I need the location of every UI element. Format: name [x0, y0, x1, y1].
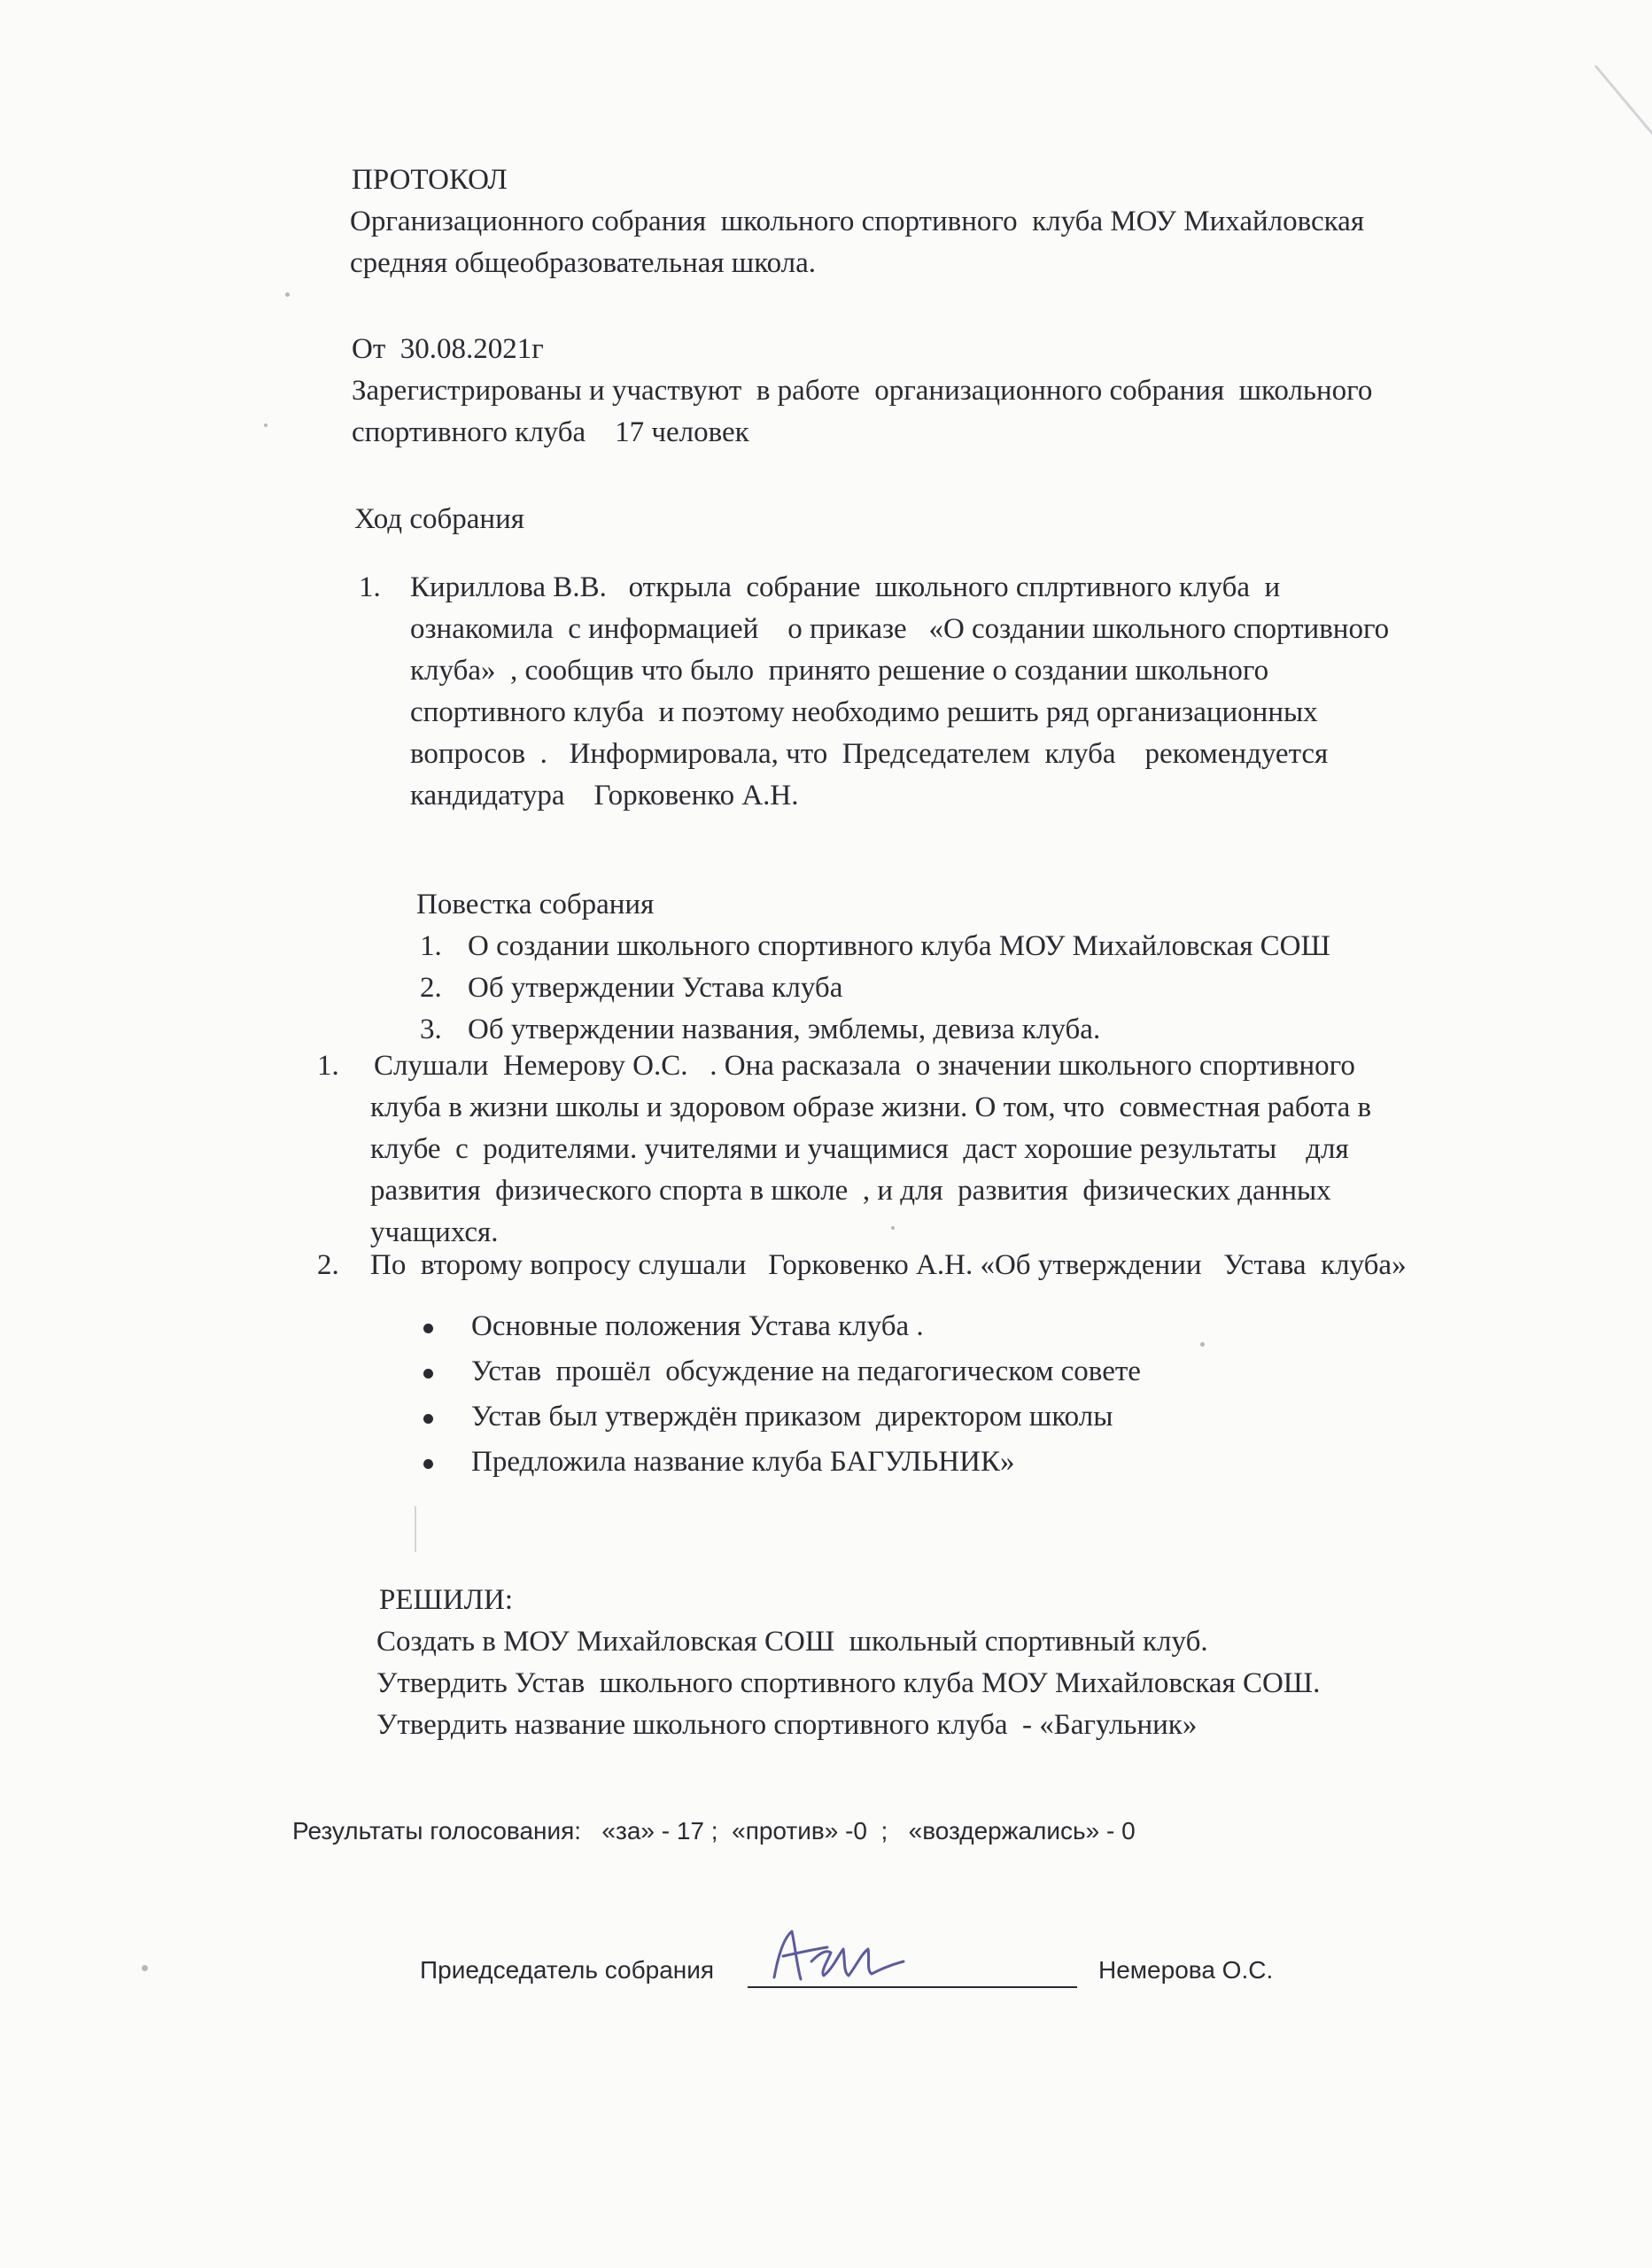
list-number: 2.: [420, 972, 442, 1004]
list-number: 1.: [359, 571, 381, 603]
agenda-item-text: О создании школьного спортивного клуба МОУ Михайловская СОШ: [468, 930, 1330, 962]
heard-line: учащихся.: [370, 1216, 499, 1248]
agenda-item: [416, 967, 843, 1009]
agenda: [416, 884, 1330, 1051]
list-number: 1.: [420, 930, 442, 962]
scan-fold-mark: [415, 1506, 416, 1552]
protocol-header: [352, 159, 1364, 284]
list-number: 3.: [420, 1014, 442, 1045]
heard-item-text: [370, 1245, 1407, 1286]
scan-speck: [142, 1965, 148, 1971]
intro-line: вопросов . Информировала, что Председателем клуба рекомендуется: [410, 738, 1329, 770]
handwritten-signature: [756, 1922, 916, 1993]
vote-results-text: Результаты голосования: «за» - 17 ; «против» -0 ; «воздержались» - 0: [292, 1817, 1136, 1845]
decision-line: Утвердить название школьного спортивного клуба - «Багульник»: [376, 1709, 1198, 1741]
intro-line: клуба» , сообщив что было принято решение о создании школьного: [410, 655, 1269, 687]
protocol-title: ПРОТОКОЛ: [352, 164, 508, 196]
heard-line: клубе с родителями. учителями и учащимися даст хорошие результаты для: [370, 1133, 1349, 1165]
decision-line: Создать в МОУ Михайловская СОШ школьный спортивный клуб.: [376, 1626, 1208, 1658]
scan-speck: [1200, 1342, 1205, 1347]
meeting-date: От 30.08.2021г: [352, 333, 544, 365]
bullet-marker: [423, 1324, 433, 1333]
list-number: 1.: [317, 1050, 339, 1082]
intro-line: кандидатура Горковенко А.Н.: [410, 780, 799, 812]
signature-name: Немерова О.С.: [1098, 1956, 1274, 1984]
signature-role: Приедседатель собрания: [420, 1956, 715, 1984]
heard-line: развития физического спорта в школе , и для развития физических данных: [370, 1175, 1331, 1207]
progress-heading: [354, 499, 524, 540]
decision-heading: РЕШИЛИ:: [379, 1584, 514, 1616]
scan-speck: [285, 292, 290, 297]
meeting-info: [352, 329, 1372, 454]
decision: [376, 1580, 1320, 1746]
agenda-heading: Повестка собрания: [416, 889, 655, 920]
scan-speck: [264, 423, 268, 427]
agenda-item-text: Об утверждении названия, эмблемы, девиза клуба.: [468, 1014, 1101, 1045]
intro-line: Кириллова В.В. открыла собрание школьного сплртивного клуба и: [410, 571, 1281, 603]
scan-edge-mark: [1594, 65, 1652, 148]
agenda-item: [416, 926, 1330, 967]
bullet-text: Основные положения Устава клуба .: [471, 1310, 924, 1342]
decision-line: Утвердить Устав школьного спортивного клуба МОУ Михайловская СОШ.: [376, 1667, 1321, 1699]
attendance-line: Зарегистрированы и участвуют в работе организационного собрания школьного: [352, 375, 1373, 407]
heard-line: Слушали Немерову О.С. . Она расказала о значении школьного спортивного: [374, 1050, 1355, 1082]
list-number: 2.: [317, 1249, 339, 1281]
heard-line: клуба в жизни школы и здоровом образе жизни. О том, что совместная работа в: [370, 1091, 1372, 1123]
bullet-marker: [423, 1369, 433, 1379]
agenda-item: [416, 1009, 1101, 1051]
bullet-marker: [423, 1459, 433, 1469]
vote-results: [292, 1814, 1136, 1849]
protocol-subtitle-line: Организационного собрания школьного спортивного клуба МОУ Михайловская: [350, 206, 1365, 237]
bullet-text: Устав был утверждён приказом директором школы: [471, 1401, 1113, 1433]
heard-item-text: [370, 1045, 1371, 1254]
signature-block: [420, 1953, 1306, 2015]
protocol-subtitle-line: средняя общеобразовательная школа.: [350, 247, 817, 279]
agenda-item-text: Об утверждении Устава клуба: [468, 972, 843, 1004]
bullet-text: Предложила название клуба БАГУЛЬНИК»: [471, 1446, 1015, 1478]
intro-item-text: [410, 567, 1389, 817]
intro-line: спортивного клуба и поэтому необходимо решить ряд организационных: [410, 696, 1318, 728]
heard-line: По второму вопросу слушали Горковенко А.Н. «Об утверждении Устава клуба»: [370, 1249, 1407, 1281]
bullet-marker: [423, 1414, 433, 1424]
attendance-line: спортивного клуба 17 человек: [352, 416, 749, 448]
progress-heading-text: Ход собрания: [354, 503, 524, 535]
bullet-text: Устав прошёл обсуждение на педагогическом совете: [471, 1355, 1141, 1387]
intro-line: ознакомила с информацией о приказе «О создании школьного спортивного: [410, 613, 1390, 645]
